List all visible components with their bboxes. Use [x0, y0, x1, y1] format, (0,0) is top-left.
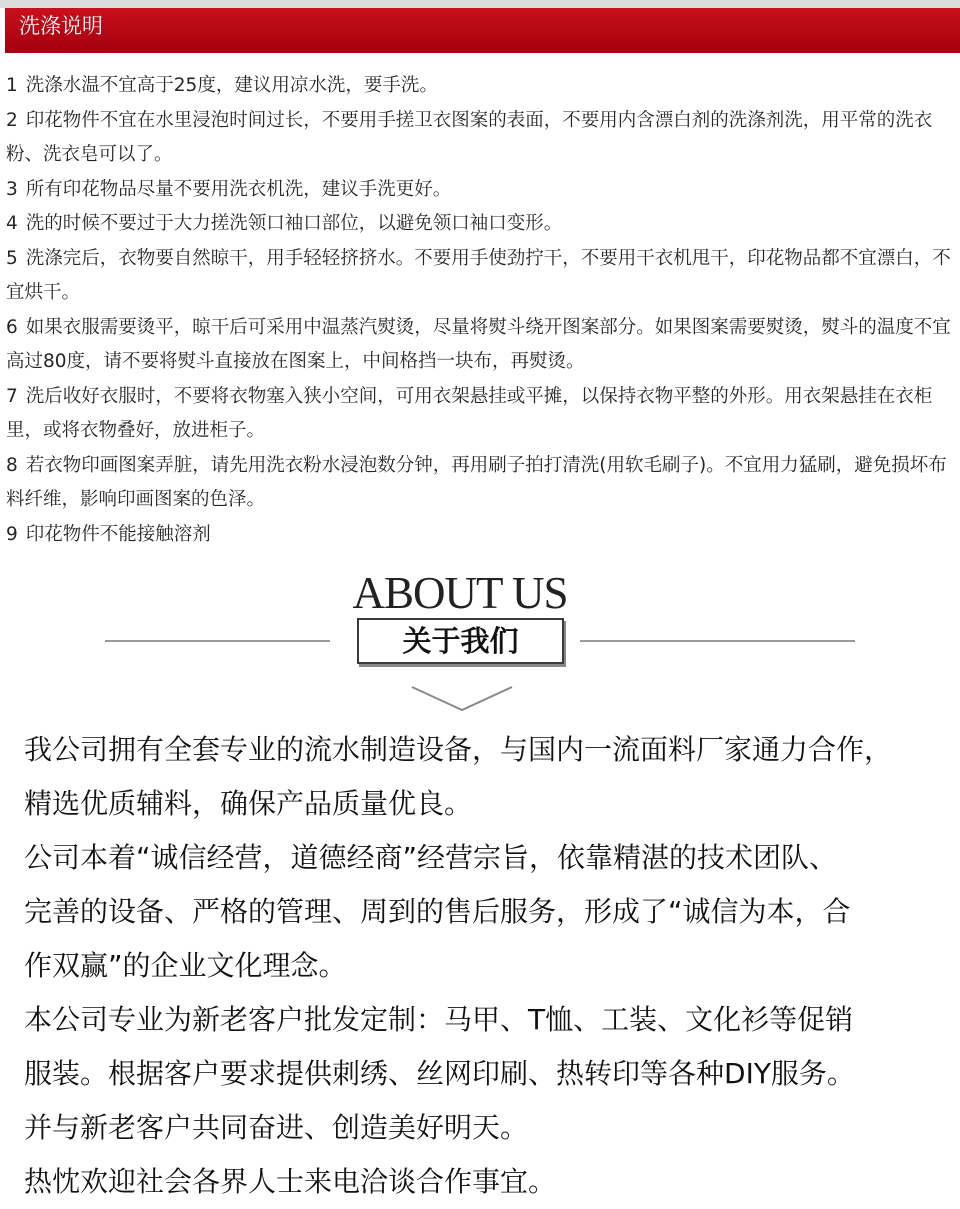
- company-intro-line: 热忱欢迎社会各界人士来电洽谈合作事宜。: [24, 1165, 557, 1198]
- care-item-number: 6: [6, 316, 18, 338]
- company-intro-line: 完善的设备、严格的管理、周到的售后服务，形成了“诚信为本，合: [24, 895, 851, 928]
- company-intro: [24, 723, 954, 1209]
- care-item-number: 8: [6, 454, 18, 476]
- care-item-number: 1: [6, 75, 18, 96]
- care-item-number: 9: [6, 523, 18, 545]
- company-intro-line: 我公司拥有全套专业的流水制造设备，与国内一流面料厂家通力合作，: [24, 733, 893, 766]
- chevron-down-icon: [410, 685, 514, 713]
- care-item-3: [6, 173, 956, 208]
- care-item-8: [6, 449, 956, 518]
- company-intro-line: 并与新老客户共同奋进、创造美好明天。: [24, 1111, 529, 1144]
- about-us-heading: ABOUT US: [352, 568, 568, 618]
- care-item-6: [6, 311, 956, 380]
- care-item-number: 2: [6, 109, 18, 131]
- wash-instructions-title: 洗涤说明: [19, 14, 103, 38]
- care-item-5: [6, 242, 956, 311]
- about-us-cn-label: 关于我们: [402, 624, 519, 658]
- care-item-number: 5: [6, 247, 18, 269]
- divider-line-left: [105, 640, 330, 642]
- care-instructions-list: [6, 69, 956, 552]
- care-item-2: [6, 104, 956, 173]
- care-item-text: 若衣物印画图案弄脏，请先用洗衣粉水浸泡数分钟，再用刷子拍打清洗(用软毛刷子)。不宜用力猛刷，避免损坏布料纤维，影响印画图案的色泽。: [6, 454, 947, 510]
- company-intro-line: 作双赢”的企业文化理念。: [24, 949, 347, 982]
- care-item-text: 洗后收好衣服时，不要将衣物塞入狭小空间，可用衣架悬挂或平摊，以保持衣物平整的外形。用衣架悬挂在衣柜里，或将衣物叠好，放进柜子。: [6, 385, 933, 441]
- care-item-number: 7: [6, 385, 18, 407]
- company-intro-line: 本公司专业为新老客户批发定制：马甲、T恤、工装、文化衫等促销: [24, 1003, 854, 1036]
- company-intro-line: 精选优质辅料，确保产品质量优良。: [24, 787, 473, 820]
- care-item-text: 如果衣服需要烫平，晾干后可采用中温蒸汽熨烫，尽量将熨斗绕开图案部分。如果图案需要熨烫，熨斗的温度不宜高过80度，请不要将熨斗直接放在图案上，中间格挡一块布，再熨烫。: [6, 316, 951, 372]
- care-item-text: 印花物件不宜在水里浸泡时间过长，不要用手搓卫衣图案的表面，不要用内含漂白剂的洗涤剂洗，用平常的洗衣粉、洗衣皂可以了。: [6, 109, 933, 165]
- about-us-cn-label-box: [357, 618, 564, 664]
- care-item-9: [6, 518, 956, 553]
- divider-line-right: [580, 640, 855, 642]
- care-item-text: 印花物件不能接触溶剂: [25, 523, 211, 545]
- care-item-number: 4: [6, 213, 18, 234]
- wash-instructions-header: [5, 8, 960, 53]
- care-item-text: 洗涤完后，衣物要自然晾干，用手轻轻挤挤水。不要用手使劲拧干，不要用干衣机甩干，印花物品都不宜漂白，不宜烘干。: [6, 247, 951, 303]
- care-item-text: 洗涤水温不宜高于25度，建议用凉水洗，要手洗。: [25, 75, 438, 96]
- top-strip: [0, 0, 960, 8]
- company-intro-line: 公司本着“诚信经营，道德经商”经营宗旨，依靠精湛的技术团队、: [24, 841, 838, 874]
- care-item-number: 3: [6, 178, 18, 200]
- care-item-7: [6, 380, 956, 449]
- company-intro-line: 服装。根据客户要求提供刺绣、丝网印刷、热转印等各种DIY服务。: [24, 1057, 855, 1090]
- care-item-4: [6, 207, 956, 242]
- care-item-text: 所有印花物品尽量不要用洗衣机洗，建议手洗更好。: [25, 178, 452, 200]
- care-item-text: 洗的时候不要过于大力搓洗领口袖口部位，以避免领口袖口变形。: [25, 213, 563, 234]
- care-item-1: [6, 69, 956, 104]
